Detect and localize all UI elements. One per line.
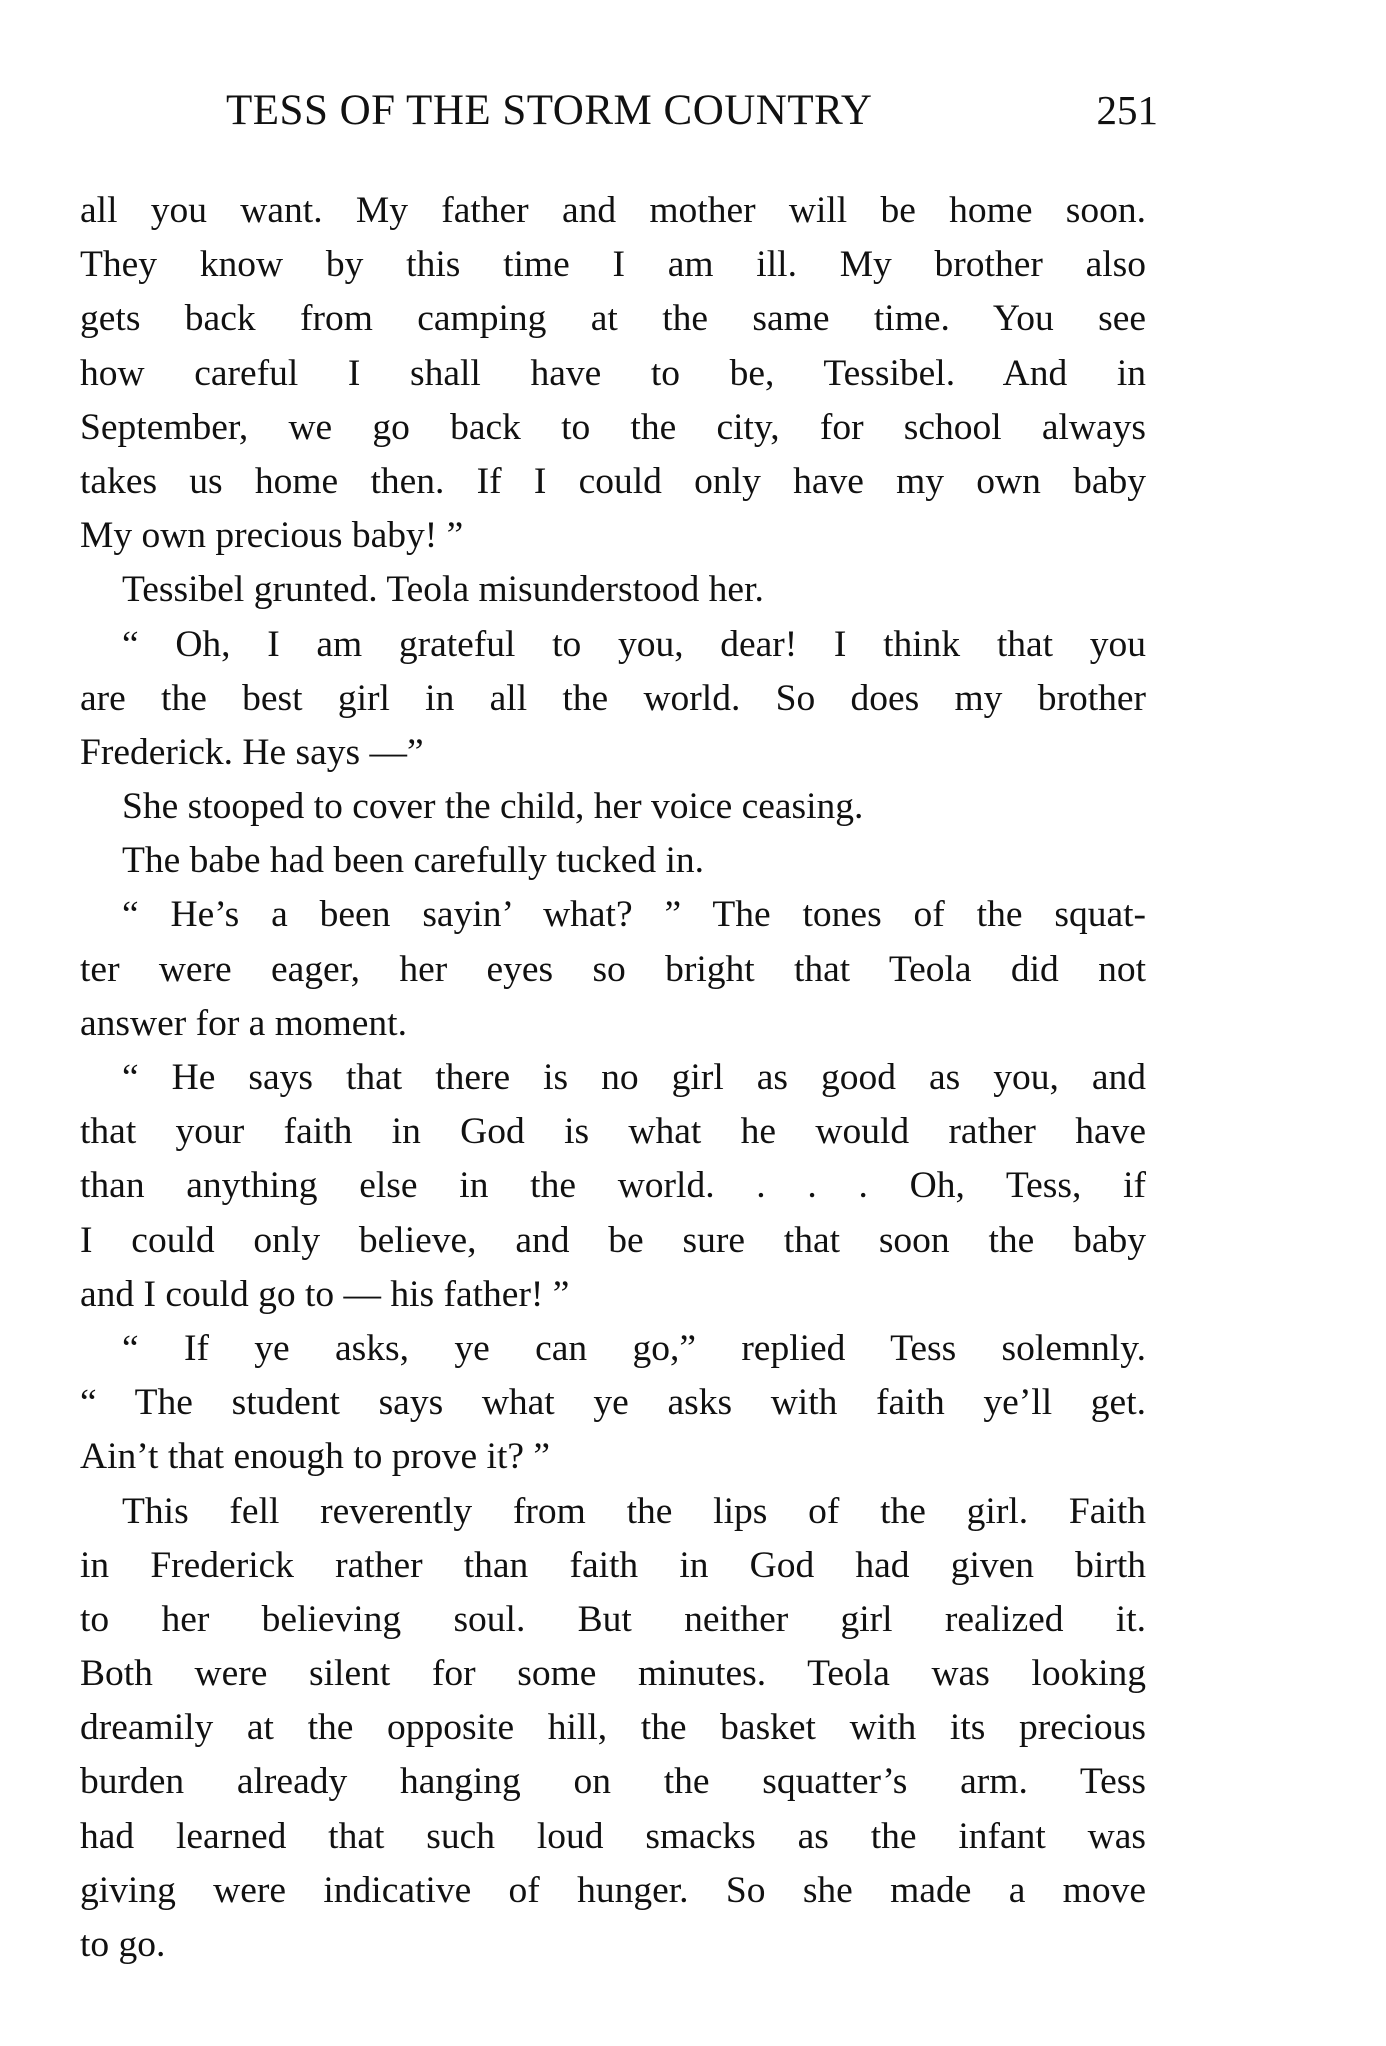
text-line: “ Oh, I am grateful to you, dear! I think that you (122, 623, 1146, 665)
text-line: giving were indicative of hunger. So she made a move (80, 1869, 1146, 1911)
text-line: takes us home then. If I could only have my own baby (80, 460, 1146, 502)
text-line: My own precious baby! ” (80, 515, 464, 557)
page-number: 251 (1096, 87, 1158, 133)
text-line: “ He’s a been sayin’ what? ” The tones of the squat- (122, 894, 1146, 936)
text-line: had learned that such loud smacks as the infant was (80, 1815, 1146, 1857)
text-line: ter were eager, her eyes so bright that Teola did not (80, 948, 1146, 990)
text-line: to her believing soul. But neither girl realized it. (80, 1598, 1146, 1640)
text-line: answer for a moment. (80, 1002, 407, 1044)
text-line: Ain’t that enough to prove it? ” (80, 1436, 551, 1478)
text-line: They know by this time I am ill. My brother also (80, 244, 1146, 286)
text-line: September, we go back to the city, for school always (80, 406, 1146, 448)
running-title: TESS OF THE STORM COUNTRY (226, 87, 873, 134)
text-line: Tessibel grunted. Teola misunderstood her. (122, 569, 764, 611)
text-line: This fell reverently from the lips of the girl. Faith (122, 1490, 1146, 1532)
text-line: “ The student says what ye asks with faith ye’ll get. (80, 1382, 1146, 1424)
text-line: Both were silent for some minutes. Teola was looking (80, 1653, 1146, 1695)
text-line: dreamily at the opposite hill, the basket with its precious (80, 1707, 1146, 1749)
text-line: in Frederick rather than faith in God had given birth (80, 1544, 1146, 1586)
text-line: The babe had been carefully tucked in. (122, 840, 705, 882)
text-line: burden already hanging on the squatter’s arm. Tess (80, 1761, 1146, 1803)
text-line: and I could go to — his father! ” (80, 1273, 570, 1315)
text-line: gets back from camping at the same time. You see (80, 298, 1146, 340)
running-header (80, 86, 1158, 146)
text-line: I could only believe, and be sure that soon the baby (80, 1219, 1146, 1261)
text-line: that your faith in God is what he would rather have (80, 1111, 1146, 1153)
text-line: all you want. My father and mother will be home soon. (80, 190, 1146, 231)
text-line: how careful I shall have to be, Tessibel. And in (80, 352, 1146, 394)
text-line: than anything else in the world. . . . Oh, Tess, if (80, 1165, 1146, 1207)
body-text (80, 184, 1146, 1972)
text-line: She stooped to cover the child, her voice ceasing. (122, 786, 864, 828)
text-line: Frederick. He says —” (80, 731, 424, 773)
text-line: “ He says that there is no girl as good as you, and (122, 1057, 1146, 1098)
text-line: “ If ye asks, ye can go,” replied Tess solemnly. (122, 1327, 1146, 1369)
text-line: are the best girl in all the world. So does my brother (80, 677, 1146, 719)
text-line: to go. (80, 1924, 166, 1965)
